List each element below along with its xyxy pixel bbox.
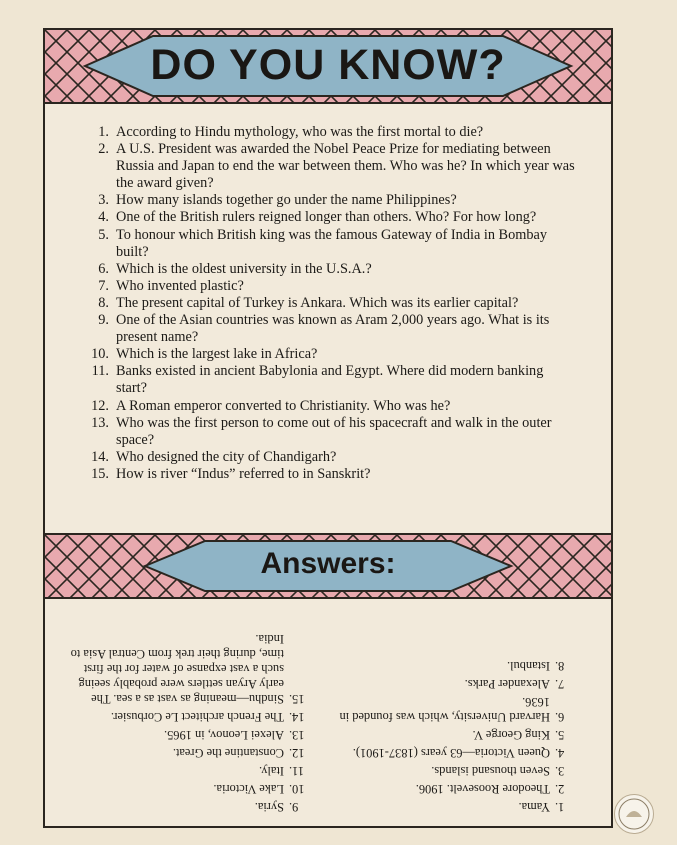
- answers-list-right: [66, 628, 311, 814]
- list-item: 2. Theodore Roosevelt. 1906.: [415, 782, 565, 796]
- list-item: 1. Yama.: [518, 800, 565, 814]
- list-item: 15. How is river “Indus” referred to in Sanskrit?: [91, 465, 371, 482]
- list-item: 14. The French architect Le Corbusier.: [110, 710, 305, 724]
- list-item: 15. Sindhu—meaning as vast as a sea. The early Aryan settlers were probably seeing such a vast expanse of water for the first time, during their trek from Central Asia to India.: [70, 632, 305, 706]
- list-item: 5. King George V.: [472, 728, 565, 742]
- list-item: 1. According to Hindu mythology, who was the first mortal to die?: [98, 124, 484, 140]
- list-item: 5. To honour which British king was the famous Gateway of India in Bombay built?: [98, 226, 548, 260]
- list-item: 6. Which is the oldest university in the U.S.A.?: [98, 260, 372, 277]
- list-item: 3. How many islands together go under the name Philippines?: [98, 192, 457, 209]
- answers-heading: Answers:: [260, 547, 396, 580]
- page-frame: [43, 28, 613, 828]
- answers-section: [45, 597, 611, 826]
- list-item: 7. Alexander Parks.: [464, 677, 565, 691]
- question-list: [87, 124, 577, 483]
- title-banner: [45, 30, 611, 104]
- list-item: 10. Lake Victoria.: [213, 782, 305, 796]
- list-item: 12. A Roman emperor converted to Christianity. Who was he?: [91, 397, 451, 414]
- list-item: 10. Which is the largest lake in Africa?: [91, 346, 318, 363]
- list-item: 11. Banks existed in ancient Babylonia and Egypt. Where did modern banking start?: [91, 363, 544, 397]
- seal-icon: [614, 794, 654, 834]
- answers-list-left: [332, 655, 577, 814]
- list-item: 4. Queen Victoria—63 years (1837-1901).: [352, 746, 565, 760]
- list-item: 14. Who designed the city of Chandigarh?: [91, 448, 337, 465]
- list-item: 13. Alexei Leonov, in 1965.: [164, 728, 305, 742]
- list-item: 13. Who was the first person to come out of his spacecraft and walk in the outer space?: [91, 414, 552, 448]
- list-item: 12. Constantine the Great.: [172, 746, 305, 760]
- list-item: 2. A U.S. President was awarded the Nobel Peace Prize for mediating between Russia and Japan to end the war between them. Who was he? In which year was the award given?: [98, 141, 575, 192]
- list-item: 9. Syria.: [254, 800, 299, 814]
- list-item: 6. Harvard University, which was founded in 1636.: [339, 695, 565, 724]
- list-item: 4. One of the British rulers reigned longer than others. Who? For how long?: [98, 209, 537, 226]
- list-item: 11. Italy.: [259, 764, 305, 778]
- page-title: DO YOU KNOW?: [150, 41, 506, 89]
- answers-banner: [45, 533, 611, 599]
- list-item: 8. Istanbul.: [506, 659, 565, 673]
- list-item: 7. Who invented plastic?: [98, 277, 244, 294]
- list-item: 3. Seven thousand islands.: [431, 764, 565, 778]
- list-item: 9. One of the Asian countries was known as Aram 2,000 years ago. What is its present name?: [98, 312, 550, 346]
- list-item: 8. The present capital of Turkey is Ankara. Which was its earlier capital?: [98, 294, 519, 311]
